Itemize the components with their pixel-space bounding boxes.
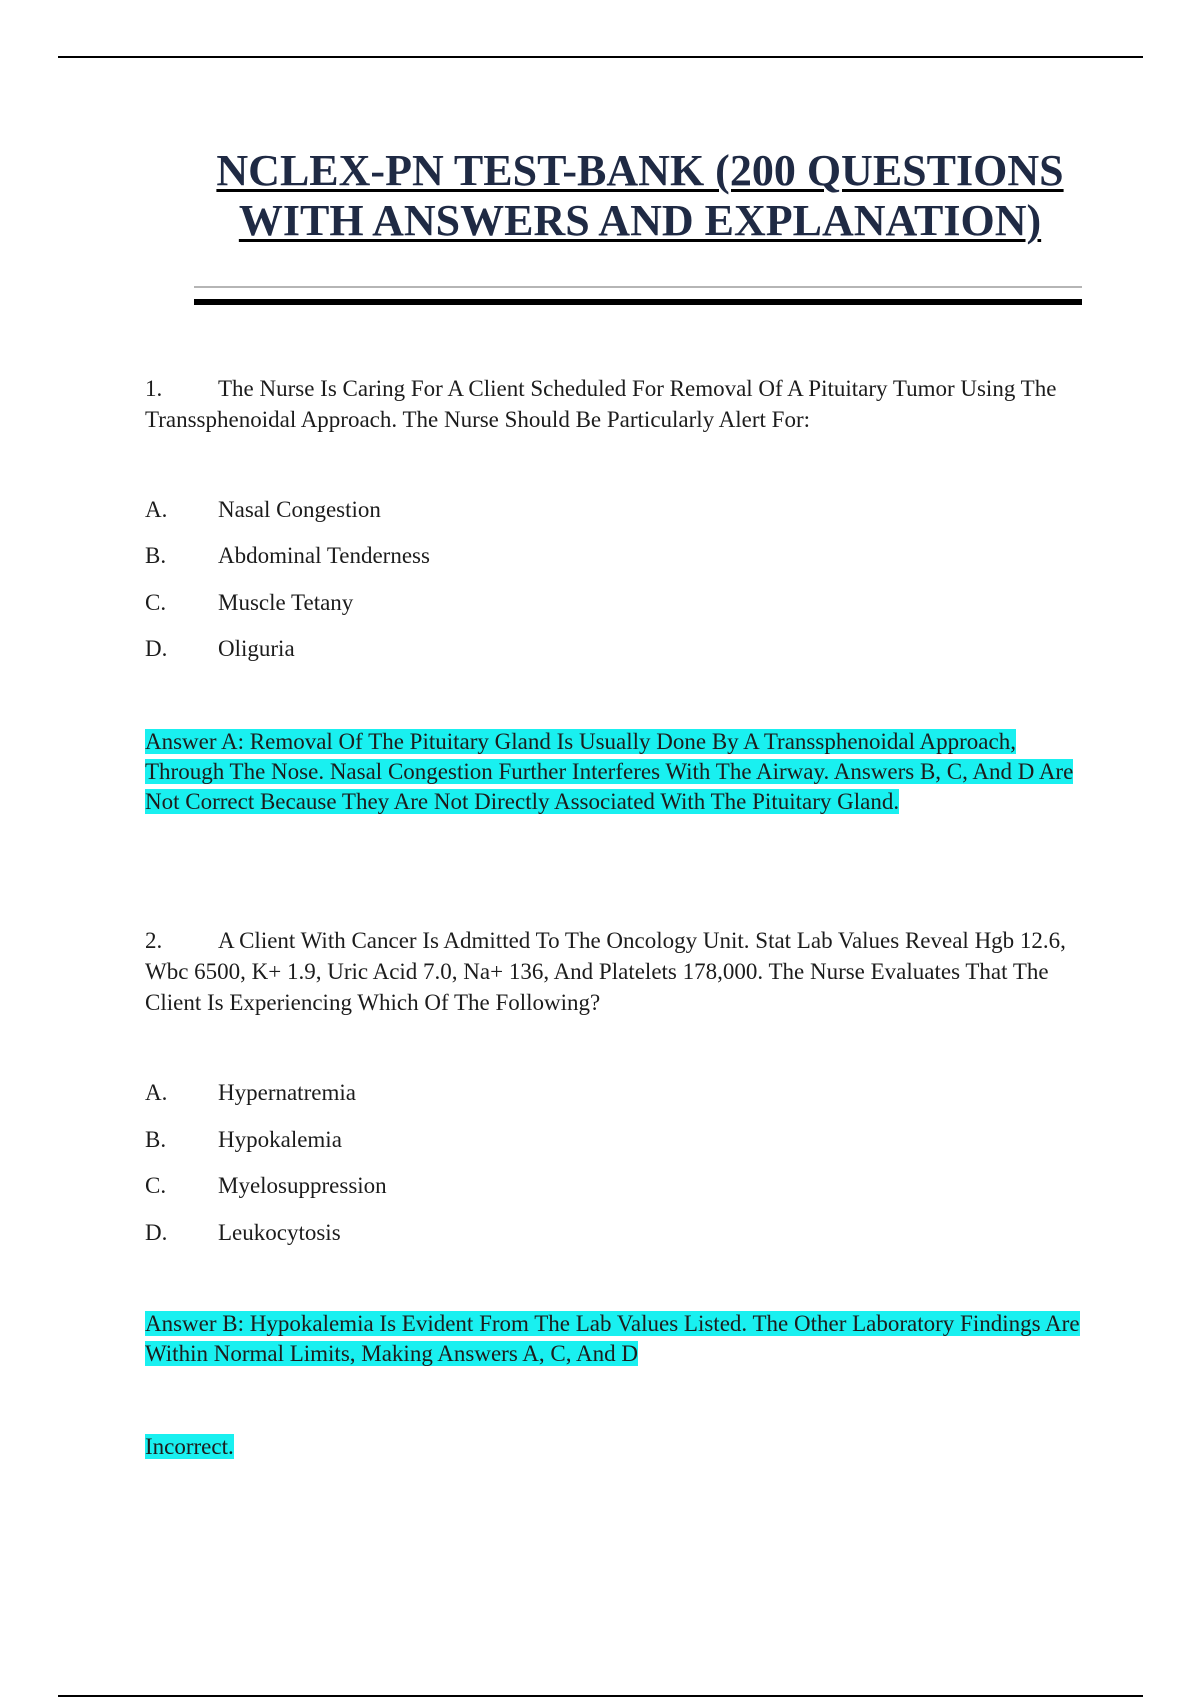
title-divider-thick	[194, 299, 1082, 305]
document-title: NCLEX-PN TEST-BANK (200 QUESTIONS WITH ANSWERS AND EXPLANATION)	[216, 146, 1064, 245]
question-number: 1.	[145, 376, 163, 401]
option-text: Oliguria	[218, 636, 295, 661]
option-letter: A.	[145, 1080, 168, 1105]
option-text: Muscle Tetany	[218, 590, 354, 615]
question-2-answer	[145, 1309, 1090, 1369]
question-1-answer	[145, 727, 1090, 817]
question-2-option-b	[145, 1124, 342, 1155]
option-text: Leukocytosis	[218, 1220, 341, 1245]
answer-highlighted-text: Answer A: Removal Of The Pituitary Gland Is Usually Done By A Transsphenoidal Approach, Through The Nose. Nasal Congestion Further Interferes With The Airway. Answers B, C, And D Are Not Correct Because They Are Not Directly Associated With The Pituitary Gland.	[145, 729, 1074, 814]
option-text: Hypokalemia	[218, 1127, 342, 1152]
answer-highlighted-text: Incorrect.	[145, 1434, 234, 1459]
option-text: Nasal Congestion	[218, 497, 381, 522]
title-divider-thin	[194, 286, 1082, 288]
question-2-option-c	[145, 1170, 387, 1201]
page-top-rule	[58, 56, 1143, 58]
option-letter: C.	[145, 590, 167, 615]
option-letter: B.	[145, 1127, 167, 1152]
option-letter: D.	[145, 636, 168, 661]
question-number: 2.	[145, 928, 163, 953]
option-letter: B.	[145, 543, 167, 568]
page-bottom-rule	[58, 1695, 1143, 1697]
option-text: Abdominal Tenderness	[218, 543, 430, 568]
question-1-option-d	[145, 633, 295, 664]
option-letter: A.	[145, 497, 168, 522]
question-2	[145, 925, 1095, 1018]
question-1-option-b	[145, 540, 430, 571]
option-letter: D.	[145, 1220, 168, 1245]
question-1-option-a	[145, 494, 381, 525]
question-text: The Nurse Is Caring For A Client Scheduled For Removal Of A Pituitary Tumor Using The Transsphenoidal Approach. The Nurse Should Be Particularly Alert For:	[145, 376, 1057, 432]
question-text: A Client With Cancer Is Admitted To The Oncology Unit. Stat Lab Values Reveal Hgb 12.6, Wbc 6500, K+ 1.9, Uric Acid 7.0, Na+ 136, And Platelets 178,000. The Nurse Evaluates That The Client Is Experiencing Which Of The Following?	[145, 928, 1066, 1015]
question-1	[145, 373, 1095, 435]
option-text: Hypernatremia	[218, 1080, 356, 1105]
option-text: Myelosuppression	[218, 1173, 387, 1198]
question-2-option-a	[145, 1077, 356, 1108]
answer-highlighted-text: Answer B: Hypokalemia Is Evident From The Lab Values Listed. The Other Laboratory Findings Are Within Normal Limits, Making Answers A, C, And D	[145, 1311, 1080, 1366]
question-1-option-c	[145, 587, 353, 618]
option-letter: C.	[145, 1173, 167, 1198]
question-2-answer-continued	[145, 1432, 1090, 1462]
question-2-option-d	[145, 1217, 341, 1248]
